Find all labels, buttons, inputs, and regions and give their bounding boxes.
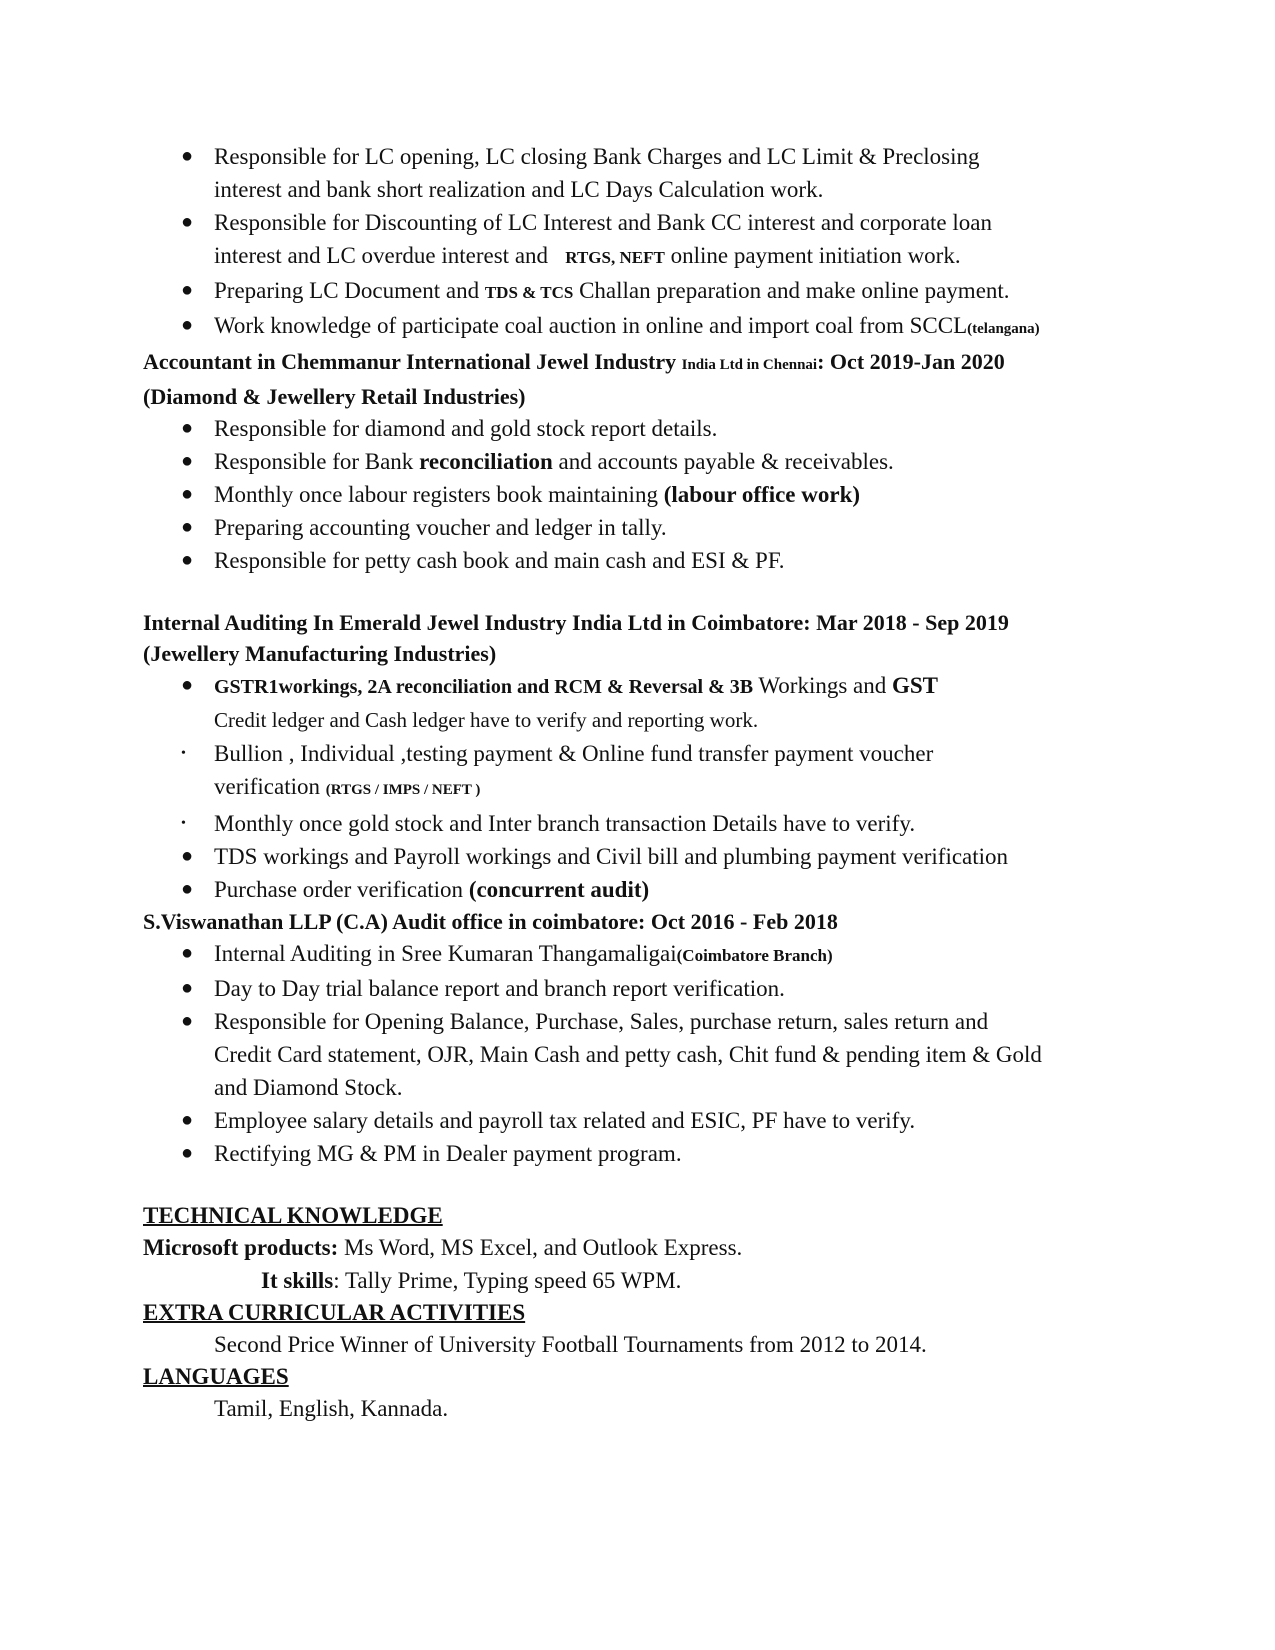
job2-subtitle: (Diamond & Jewellery Retail Industries) <box>143 384 526 409</box>
bold-text: RTGS, NEFT <box>565 248 665 267</box>
bullet-text: TDS workings and Payroll workings and Civil bill and plumbing payment verification <box>214 844 1009 869</box>
bullet-text: Monthly once gold stock and Inter branch transaction Details have to verify. <box>214 811 916 836</box>
job3-subtitle: (Jewellery Manufacturing Industries) <box>143 641 497 666</box>
list-item <box>143 206 1103 274</box>
list-item <box>143 445 1103 478</box>
list-item <box>143 807 1103 840</box>
job-title: Internal Auditing In Emerald Jewel Industry India Ltd in Coimbatore: <box>143 610 811 635</box>
job-dates: Mar 2018 - Sep 2019 <box>810 610 1009 635</box>
bullet-icon: ● <box>181 977 194 999</box>
bullet-text: Day to Day trial balance report and branch report verification. <box>214 976 785 1001</box>
list-item <box>143 544 1103 577</box>
bullet-icon: ● <box>181 549 194 571</box>
text-part: interest and LC overdue interest and <box>214 243 554 268</box>
text-part: Preparing LC Document and <box>214 278 485 303</box>
job3-bullets <box>143 669 1103 906</box>
bullet-text-cont <box>214 770 1103 807</box>
list-item <box>143 669 1103 737</box>
list-item <box>143 274 1103 309</box>
job-dates: : Oct 2019-Jan 2020 <box>817 349 1005 374</box>
job2-bullets <box>143 412 1103 577</box>
bullet-text-cont: Credit Card statement, OJR, Main Cash and petty cash, Chit fund & pending item & Gold <box>214 1042 1042 1067</box>
list-item <box>143 140 1103 206</box>
job4-title: S.Viswanathan LLP (C.A) Audit office in coimbatore: Oct 2016 - Feb 2018 <box>143 909 838 934</box>
extra-curricular-text: Second Price Winner of University Football Tournaments from 2012 to 2014. <box>214 1332 927 1357</box>
bullet-text: Bullion , Individual ,testing payment & Online fund transfer payment voucher <box>214 741 934 766</box>
job2-title <box>143 346 1103 381</box>
bullet-icon: ● <box>181 674 194 696</box>
field-label: It skills <box>261 1268 334 1293</box>
list-item <box>143 412 1103 445</box>
bullet-text-cont: interest and bank short realization and LC Days Calculation work. <box>214 177 824 202</box>
bullet-icon: ● <box>181 450 194 472</box>
list-item <box>143 972 1103 1005</box>
job-location: India Ltd in Chennai <box>681 357 818 373</box>
field-label: Microsoft products: <box>143 1235 339 1260</box>
text-part: Internal Auditing in Sree Kumaran Thangamaligai <box>214 941 677 966</box>
list-item <box>143 1005 1103 1104</box>
field-value: Ms Word, MS Excel, and Outlook Express. <box>338 1235 743 1260</box>
text-part: Challan preparation and make online payment. <box>573 278 1010 303</box>
small-bold-text: (RTGS / IMPS / NEFT ) <box>325 782 481 798</box>
job3-title <box>143 607 1103 638</box>
job-title: Accountant in Chemmanur International Jewel Industry <box>143 349 677 374</box>
it-skills-line <box>143 1264 1103 1297</box>
job1-bullets <box>143 140 1103 346</box>
languages-text: Tamil, English, Kannada. <box>214 1396 449 1421</box>
bullet-icon: ● <box>181 314 194 336</box>
list-item <box>143 309 1103 346</box>
resume-page <box>143 140 1103 1425</box>
bullet-icon: ● <box>181 942 194 964</box>
bullet-text: Responsible for diamond and gold stock report details. <box>214 416 718 441</box>
list-item <box>143 737 1103 807</box>
extra-curricular-heading: EXTRA CURRICULAR ACTIVITIES <box>143 1300 526 1325</box>
text-part: Work knowledge of participate coal auction in online and import coal from SCCL <box>214 313 968 338</box>
bullet-text-cont: Credit ledger and Cash ledger have to verify and reporting work. <box>214 708 759 732</box>
job4-bullets <box>143 937 1103 1170</box>
bullet-text-cont <box>214 239 1103 274</box>
bullet-icon: • <box>181 816 186 831</box>
bold-text: (labour office work) <box>663 482 861 507</box>
bullet-text: Preparing accounting voucher and ledger in tally. <box>214 515 667 540</box>
small-bold-text: (Coimbatore Branch) <box>676 946 833 965</box>
bullet-text-cont: and Diamond Stock. <box>214 1075 403 1100</box>
bold-text: GST <box>892 673 939 698</box>
bullet-icon: ● <box>181 1109 194 1131</box>
microsoft-products-line <box>143 1231 1103 1264</box>
text-part: online payment initiation work. <box>664 243 961 268</box>
bullet-icon: ● <box>181 845 194 867</box>
bullet-text: Employee salary details and payroll tax related and ESIC, PF have to verify. <box>214 1108 916 1133</box>
field-value: : Tally Prime, Typing speed 65 WPM. <box>333 1268 682 1293</box>
bullet-text: Rectifying MG & PM in Dealer payment program. <box>214 1141 682 1166</box>
text-part: Purchase order verification <box>214 877 469 902</box>
languages-heading: LANGUAGES <box>143 1364 289 1389</box>
bullet-icon: ● <box>181 417 194 439</box>
text-part: verification <box>214 774 326 799</box>
small-bold-text: (telangana) <box>967 321 1040 337</box>
text-part: and accounts payable & receivables. <box>552 449 894 474</box>
bullet-icon: ● <box>181 1010 194 1032</box>
bullet-text: Responsible for Discounting of LC Interest and Bank CC interest and corporate loan <box>214 210 992 235</box>
list-item <box>143 1137 1103 1170</box>
bullet-text: Responsible for LC opening, LC closing Bank Charges and LC Limit & Preclosing <box>214 144 980 169</box>
list-item <box>143 937 1103 972</box>
bold-text: TDS & TCS <box>484 283 574 302</box>
bullet-icon: ● <box>181 279 194 301</box>
technical-knowledge-heading: TECHNICAL KNOWLEDGE <box>143 1203 443 1228</box>
text-part: Monthly once labour registers book maintaining <box>214 482 664 507</box>
bullet-icon: ● <box>181 145 194 167</box>
list-item <box>143 873 1103 906</box>
list-item <box>143 1104 1103 1137</box>
spacer <box>143 1170 1103 1200</box>
bullet-icon: ● <box>181 483 194 505</box>
bullet-text: Responsible for petty cash book and main cash and ESI & PF. <box>214 548 785 573</box>
bold-text: (concurrent audit) <box>468 877 650 902</box>
bullet-icon: ● <box>181 211 194 233</box>
bullet-text: Responsible for Opening Balance, Purchase, Sales, purchase return, sales return and <box>214 1009 989 1034</box>
bold-text: GSTR1workings, 2A reconciliation and RCM & Reversal & 3B <box>214 676 754 698</box>
list-item <box>143 511 1103 544</box>
bullet-icon: • <box>181 746 186 761</box>
text-part: Responsible for Bank <box>214 449 420 474</box>
bold-text: reconciliation <box>419 449 553 474</box>
list-item <box>143 840 1103 873</box>
bullet-icon: ● <box>181 878 194 900</box>
text-part: Workings and <box>753 673 892 698</box>
list-item <box>143 478 1103 511</box>
spacer <box>143 577 1103 607</box>
bullet-icon: ● <box>181 516 194 538</box>
bullet-icon: ● <box>181 1142 194 1164</box>
